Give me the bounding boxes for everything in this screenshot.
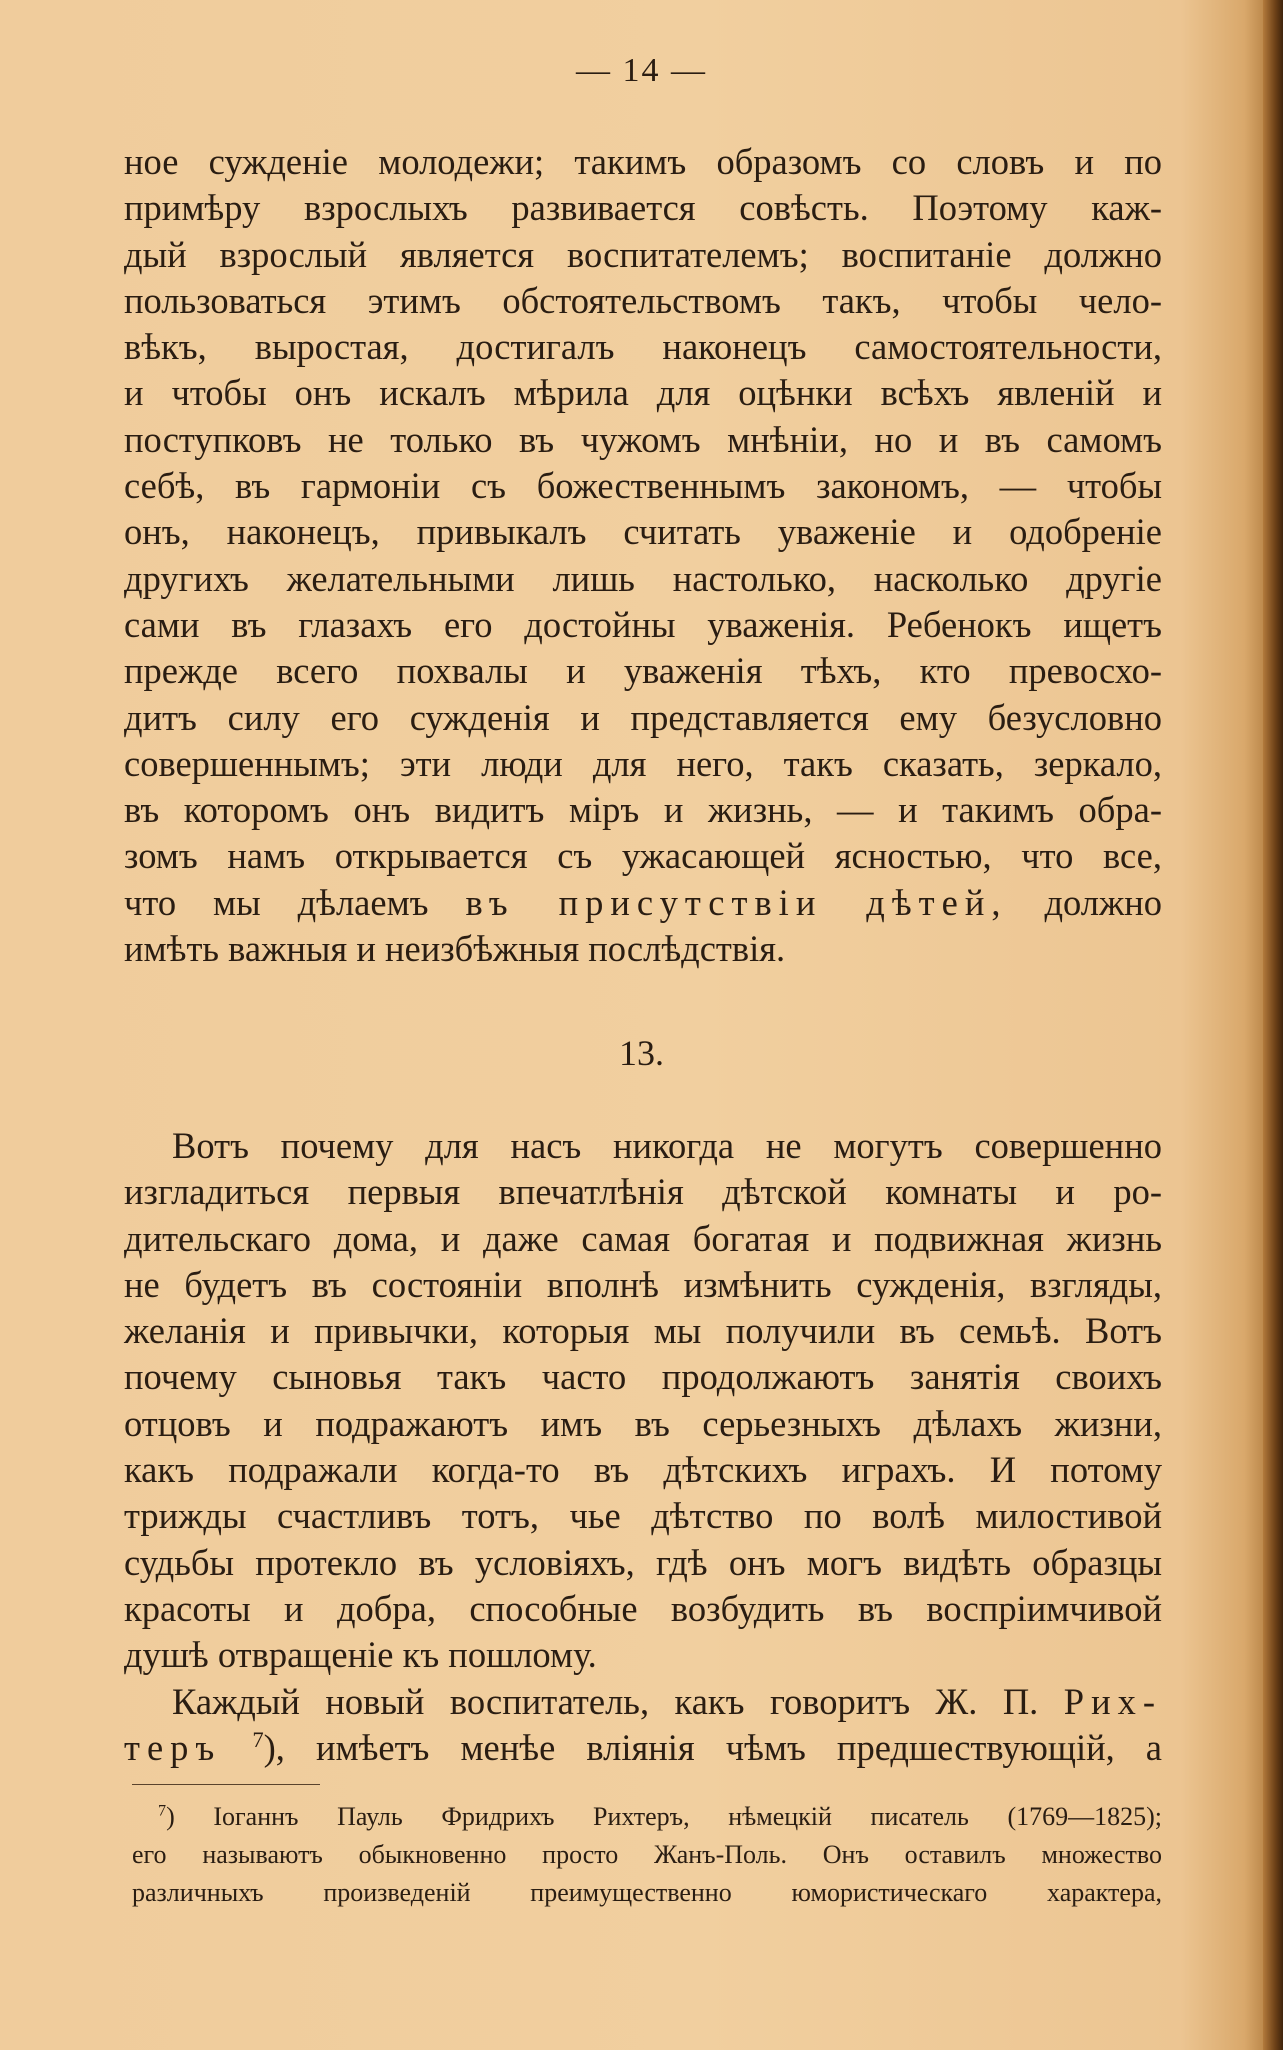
text-line: прежде всего похвалы и уваженія тѣхъ, кто превосхо- [124, 650, 1162, 692]
text-line: примѣру взрослыхъ развивается совѣсть. Поэтому каж- [124, 187, 1162, 229]
page-number: — 14 — [576, 52, 707, 89]
text-line: другихъ желательными лишь настолько, насколько другіе [124, 557, 1162, 599]
text-line-emphasis [124, 1679, 1162, 1725]
text-line: дитъ силу его сужденія и представляется ему безусловно [124, 696, 1162, 738]
text-line: Вотъ почему для насъ никогда не могутъ совершенно [172, 1125, 1162, 1166]
footnote-divider [132, 1784, 320, 1785]
section-heading: 13. [619, 1033, 664, 1073]
spaced-emphasis: въ присутствіи дѣтей, [465, 881, 1008, 923]
text-line: изгладиться первыя впечатлѣнія дѣтской комнаты и ро- [124, 1171, 1162, 1213]
text-line: отцовъ и подражаютъ имъ въ серьезныхъ дѣлахъ жизни, [124, 1402, 1162, 1444]
text-line: судьбы протекло въ условіяхъ, гдѣ онъ могъ видѣть образцы [124, 1541, 1162, 1583]
text-line: желанія и привычки, которыя мы получили въ семьѣ. Вотъ [124, 1310, 1162, 1352]
footnote-line [132, 1798, 1162, 1836]
text-line: какъ подражали когда-то въ дѣтскихъ играхъ. И потому [124, 1449, 1162, 1491]
footnote-marker: 7 [158, 1802, 167, 1820]
spaced-emphasis: Рих- [1063, 1680, 1163, 1722]
text-line: пользоваться этимъ обстоятельствомъ такъ, чтобы чело- [124, 279, 1162, 321]
paragraph-section-13 [124, 1123, 1162, 1771]
text-line: онъ, наконецъ, привыкалъ считать уваженіе и одобреніе [124, 511, 1162, 553]
text-fragment: ), имѣетъ менѣе вліянія чѣмъ предшествующій, а [263, 1726, 1163, 1768]
text-line: зомъ намъ открывается съ ужасающей ясностью, что все, [124, 835, 1162, 877]
text-line-emphasis [124, 1725, 1162, 1771]
paragraph-continued [124, 139, 1162, 972]
text-line: вѣкъ, выростая, достигалъ наконецъ самостоятельности, [124, 326, 1162, 368]
text-line: поступковъ не только въ чужомъ мнѣніи, но и въ самомъ [124, 418, 1162, 460]
spaced-emphasis: теръ [124, 1726, 222, 1768]
text-line: въ которомъ онъ видитъ міръ и жизнь, — и такимъ обра- [124, 789, 1162, 831]
footnote-text: ) Іоганнъ Пауль Фридрихъ Рихтеръ, нѣмецкій писатель (1769—1825); [166, 1802, 1162, 1831]
text-line: себѣ, въ гармоніи съ божественнымъ закономъ, — чтобы [124, 465, 1162, 507]
text-line: сами въ глазахъ его достойны уваженія. Ребенокъ ищетъ [124, 603, 1162, 645]
text-line: красоты и добра, способные возбудить въ воспріимчивой [124, 1587, 1162, 1629]
text-line: дый взрослый является воспитателемъ; воспитаніе должно [124, 233, 1162, 275]
text-line: дительскаго дома, и даже самая богатая и подвижная жизнь [124, 1217, 1162, 1259]
book-spine-edge [1263, 0, 1283, 2050]
text-line: почему сыновья такъ часто продолжаютъ занятія своихъ [124, 1356, 1162, 1398]
footnote-line: его называютъ обыкновенно просто Жанъ-Поль. Онъ оставилъ множество [132, 1840, 1162, 1869]
footnote-reference[interactable]: 7 [252, 1726, 264, 1752]
text-line: имѣть важныя и неизбѣжныя послѣдствія. [124, 928, 786, 970]
text-line: не будетъ въ состояніи вполнѣ измѣнить сужденія, взгляды, [124, 1263, 1162, 1305]
footnote [132, 1798, 1162, 1912]
text-fragment: Каждый новый воспитатель, какъ говоритъ Ж. П. [172, 1680, 1039, 1722]
text-line: ное сужденіе молодежи; такимъ образомъ со словъ и по [124, 141, 1162, 182]
text-line: душѣ отвращеніе къ пошлому. [124, 1634, 597, 1676]
text-fragment: что мы дѣлаемъ [124, 881, 429, 923]
text-line: трижды счастливъ тотъ, чье дѣтство по волѣ милостивой [124, 1495, 1162, 1537]
footnote-line: различныхъ произведеній преимущественно юмористическаго характера, [132, 1878, 1162, 1907]
text-line: совершеннымъ; эти люди для него, такъ сказать, зеркало, [124, 742, 1162, 784]
text-line-emphasis [124, 880, 1162, 926]
text-fragment: должно [1044, 881, 1162, 923]
text-line: и чтобы онъ искалъ мѣрила для оцѣнки всѣхъ явленій и [124, 372, 1162, 414]
